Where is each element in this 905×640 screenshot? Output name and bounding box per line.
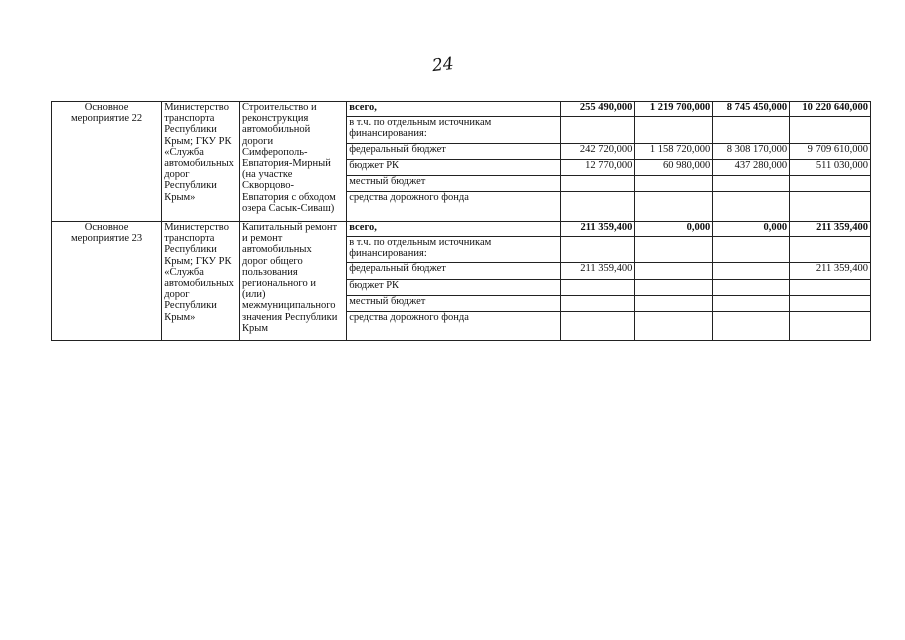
- source-cell: местный бюджет: [347, 296, 560, 312]
- total-cell: 211 359,400: [790, 263, 871, 280]
- executor-cell: Министерство транспорта Республики Крым; ГКУ РК «Служба автомобильных дорог Республики Крым»: [162, 102, 240, 222]
- value-cell: 211 359,400: [560, 263, 635, 280]
- value-cell: [635, 263, 713, 280]
- total-cell: [790, 296, 871, 312]
- value-cell: 60 980,000: [635, 160, 713, 176]
- table-row: [52, 222, 871, 237]
- value-cell: [635, 280, 713, 296]
- total-cell: 9 709 610,000: [790, 144, 871, 160]
- value-cell: 0,000: [713, 222, 790, 237]
- page-number: 24: [431, 53, 455, 77]
- value-cell: 8 308 170,000: [713, 144, 790, 160]
- value-cell: [635, 117, 713, 144]
- executor-cell: Министерство транспорта Республики Крым; ГКУ РК «Служба автомобильных дорог Республики Крым»: [162, 222, 240, 341]
- value-cell: [713, 237, 790, 263]
- value-cell: [635, 176, 713, 192]
- value-cell: [635, 237, 713, 263]
- total-cell: [790, 176, 871, 192]
- source-cell: местный бюджет: [347, 176, 560, 192]
- total-cell: [790, 192, 871, 222]
- total-cell: [790, 312, 871, 341]
- value-cell: [713, 312, 790, 341]
- value-cell: [560, 192, 635, 222]
- event-name: Основное мероприятие 22: [52, 102, 162, 222]
- event-title: Строительство и реконструкция автомобильной дороги Симферополь- Евпатория-Мирный (на участке Скворцово- Евпатория с обходом озера Сасык-Сиваш): [240, 102, 347, 222]
- value-cell: [560, 117, 635, 144]
- value-cell: [713, 263, 790, 280]
- source-cell: федеральный бюджет: [347, 144, 560, 160]
- value-cell: 255 490,000: [560, 102, 635, 117]
- total-cell: 10 220 640,000: [790, 102, 871, 117]
- event-name: Основное мероприятие 23: [52, 222, 162, 341]
- value-cell: [635, 296, 713, 312]
- value-cell: [635, 192, 713, 222]
- value-cell: [560, 280, 635, 296]
- event-title: Капитальный ремонт и ремонт автомобильных дорог общего пользования регионального и (или) межмуниципального значения Республики Крым: [240, 222, 347, 341]
- value-cell: [713, 192, 790, 222]
- value-cell: 1 158 720,000: [635, 144, 713, 160]
- value-cell: 211 359,400: [560, 222, 635, 237]
- value-cell: 1 219 700,000: [635, 102, 713, 117]
- value-cell: 437 280,000: [713, 160, 790, 176]
- value-cell: [635, 312, 713, 341]
- value-cell: [713, 117, 790, 144]
- value-cell: [560, 176, 635, 192]
- value-cell: [713, 176, 790, 192]
- total-cell: 511 030,000: [790, 160, 871, 176]
- table-row: [52, 102, 871, 117]
- source-cell: в т.ч. по отдельным источникам финансирования:: [347, 117, 560, 144]
- value-cell: [560, 237, 635, 263]
- total-cell: [790, 237, 871, 263]
- value-cell: 12 770,000: [560, 160, 635, 176]
- total-cell: 211 359,400: [790, 222, 871, 237]
- value-cell: 0,000: [635, 222, 713, 237]
- source-cell: средства дорожного фонда: [347, 312, 560, 341]
- source-cell: всего,: [347, 102, 560, 117]
- source-cell: в т.ч. по отдельным источникам финансирования:: [347, 237, 560, 263]
- source-cell: средства дорожного фонда: [347, 192, 560, 222]
- value-cell: [713, 280, 790, 296]
- source-cell: федеральный бюджет: [347, 263, 560, 280]
- source-cell: всего,: [347, 222, 560, 237]
- total-cell: [790, 280, 871, 296]
- financing-table: [51, 101, 871, 341]
- value-cell: [560, 312, 635, 341]
- total-cell: [790, 117, 871, 144]
- source-cell: бюджет РК: [347, 160, 560, 176]
- value-cell: 8 745 450,000: [713, 102, 790, 117]
- value-cell: [560, 296, 635, 312]
- source-cell: бюджет РК: [347, 280, 560, 296]
- value-cell: 242 720,000: [560, 144, 635, 160]
- value-cell: [713, 296, 790, 312]
